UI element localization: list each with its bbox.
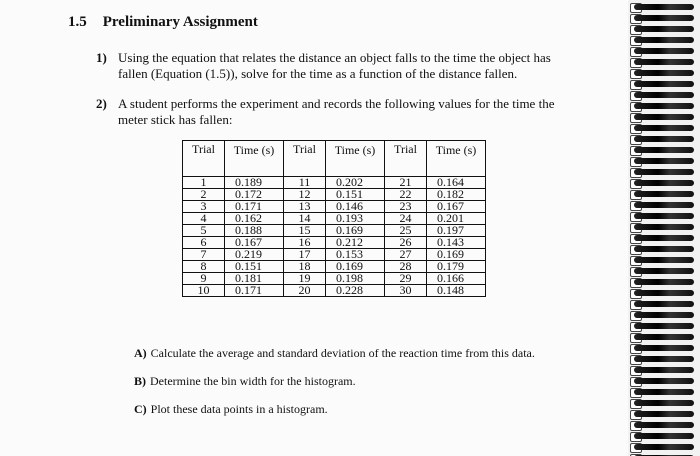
time-cell: 0.188: [225, 225, 284, 237]
table-row: [183, 285, 486, 297]
spiral-coil: [634, 103, 694, 109]
trial-cell: 27: [385, 249, 427, 261]
column-header: Trial: [284, 141, 326, 177]
trial-cell: 7: [183, 249, 225, 261]
spiral-coil: [634, 411, 694, 417]
trial-cell: 21: [385, 177, 427, 189]
trial-cell: 4: [183, 213, 225, 225]
spiral-coil: [634, 15, 694, 21]
spiral-coil: [634, 26, 694, 32]
time-cell: 0.151: [225, 261, 284, 273]
spiral-coil: [634, 224, 694, 230]
table-body: [183, 177, 486, 297]
time-cell: 0.169: [326, 225, 385, 237]
trial-cell: 5: [183, 225, 225, 237]
spiral-coil: [634, 114, 694, 120]
trial-cell: 25: [385, 225, 427, 237]
time-cell: 0.212: [326, 237, 385, 249]
spiral-coil: [634, 268, 694, 274]
time-cell: 0.169: [326, 261, 385, 273]
column-header: Time (s): [225, 141, 284, 177]
subquestion-a: [134, 346, 535, 361]
question-text: A student performs the experiment and records the following values for the time the meter stick has fallen:: [118, 96, 555, 127]
spiral-coil: [634, 4, 694, 10]
time-cell: 0.162: [225, 213, 284, 225]
subquestion-text: Determine the bin width for the histogram.: [150, 374, 356, 388]
time-cell: 0.181: [225, 273, 284, 285]
section-heading: [68, 14, 258, 31]
trial-cell: 23: [385, 201, 427, 213]
trial-cell: 18: [284, 261, 326, 273]
reaction-time-table: [182, 140, 486, 297]
spiral-coil: [634, 400, 694, 406]
subquestion-letter: C): [134, 402, 147, 416]
time-cell: 0.202: [326, 177, 385, 189]
time-cell: 0.182: [427, 189, 486, 201]
trial-cell: 16: [284, 237, 326, 249]
spiral-coil: [634, 246, 694, 252]
spiral-coil: [634, 345, 694, 351]
spiral-coil: [634, 180, 694, 186]
trial-cell: 29: [385, 273, 427, 285]
spiral-coil: [634, 334, 694, 340]
time-cell: 0.143: [427, 237, 486, 249]
time-cell: 0.228: [326, 285, 385, 297]
trial-cell: 22: [385, 189, 427, 201]
spiral-binding: [628, 0, 700, 456]
spiral-coil: [634, 70, 694, 76]
trial-cell: 1: [183, 177, 225, 189]
trial-cell: 12: [284, 189, 326, 201]
table-header-row: [183, 141, 486, 177]
time-cell: 0.172: [225, 189, 284, 201]
spiral-coil: [634, 235, 694, 241]
spiral-coil: [634, 433, 694, 439]
spiral-coil: [634, 202, 694, 208]
section-title: Preliminary Assignment: [102, 14, 258, 30]
time-cell: 0.146: [326, 201, 385, 213]
spiral-coil: [634, 389, 694, 395]
trial-cell: 30: [385, 285, 427, 297]
spiral-coil: [634, 125, 694, 131]
spiral-coil: [634, 323, 694, 329]
trial-cell: 20: [284, 285, 326, 297]
time-cell: 0.166: [427, 273, 486, 285]
trial-cell: 10: [183, 285, 225, 297]
spiral-coil: [634, 312, 694, 318]
subquestion-c: [134, 402, 328, 417]
time-cell: 0.167: [427, 201, 486, 213]
spiral-coil: [634, 301, 694, 307]
time-cell: 0.171: [225, 201, 284, 213]
spiral-coil: [634, 378, 694, 384]
time-cell: 0.189: [225, 177, 284, 189]
time-cell: 0.169: [427, 249, 486, 261]
time-cell: 0.164: [427, 177, 486, 189]
trial-cell: 28: [385, 261, 427, 273]
section-number: 1.5: [68, 14, 87, 30]
trial-cell: 6: [183, 237, 225, 249]
spiral-coil: [634, 290, 694, 296]
spiral-coil: [634, 147, 694, 153]
question-number: 1): [96, 50, 107, 65]
trial-cell: 17: [284, 249, 326, 261]
time-cell: 0.151: [326, 189, 385, 201]
spiral-coil: [634, 169, 694, 175]
spiral-coil: [634, 48, 694, 54]
trial-cell: 15: [284, 225, 326, 237]
spiral-coil: [634, 136, 694, 142]
spiral-coil: [634, 444, 694, 450]
time-cell: 0.153: [326, 249, 385, 261]
subquestion-letter: A): [134, 346, 147, 360]
time-cell: 0.167: [225, 237, 284, 249]
spiral-coil: [634, 422, 694, 428]
column-header: Trial: [385, 141, 427, 177]
question-number: 2): [96, 96, 107, 111]
spiral-coil: [634, 367, 694, 373]
subquestion-text: Calculate the average and standard deviation of the reaction time from this data.: [150, 346, 535, 360]
trial-cell: 24: [385, 213, 427, 225]
column-header: Time (s): [427, 141, 486, 177]
column-header: Trial: [183, 141, 225, 177]
question-text: Using the equation that relates the distance an object falls to the time the object has fallen (Equation (1.5)), solve for the time as a function of the distance fallen.: [118, 50, 551, 81]
time-cell: 0.197: [427, 225, 486, 237]
trial-cell: 19: [284, 273, 326, 285]
spiral-coil: [634, 191, 694, 197]
subquestion-b: [134, 374, 356, 389]
spiral-coil: [634, 257, 694, 263]
time-cell: 0.193: [326, 213, 385, 225]
subquestion-text: Plot these data points in a histogram.: [150, 402, 328, 416]
spiral-coil: [634, 81, 694, 87]
trial-cell: 26: [385, 237, 427, 249]
trial-cell: 9: [183, 273, 225, 285]
trial-cell: 2: [183, 189, 225, 201]
trial-cell: 3: [183, 201, 225, 213]
spiral-coil: [634, 92, 694, 98]
spiral-coil: [634, 213, 694, 219]
time-cell: 0.148: [427, 285, 486, 297]
column-header: Time (s): [326, 141, 385, 177]
time-cell: 0.179: [427, 261, 486, 273]
time-cell: 0.171: [225, 285, 284, 297]
trial-cell: 14: [284, 213, 326, 225]
time-cell: 0.219: [225, 249, 284, 261]
subquestion-letter: B): [134, 374, 146, 388]
spiral-coil: [634, 158, 694, 164]
spiral-coil: [634, 279, 694, 285]
trial-cell: 11: [284, 177, 326, 189]
time-cell: 0.201: [427, 213, 486, 225]
spiral-coil: [634, 59, 694, 65]
time-cell: 0.198: [326, 273, 385, 285]
spiral-coil: [634, 37, 694, 43]
spiral-coil: [634, 356, 694, 362]
trial-cell: 13: [284, 201, 326, 213]
trial-cell: 8: [183, 261, 225, 273]
